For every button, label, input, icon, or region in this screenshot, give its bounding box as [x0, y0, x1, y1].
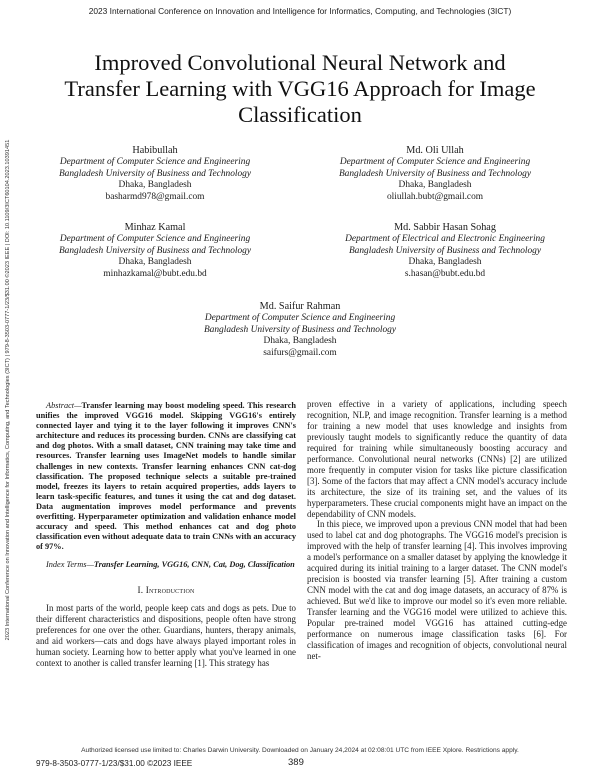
author-name: Minhaz Kamal: [124, 222, 186, 233]
license-footer: Authorized licensed use limited to: Charles Darwin University. Downloaded on January 24,2024 at 02:08:01 UTC from IEEE Xplore. Restrictions apply.: [81, 747, 519, 754]
right-paragraph-2: In this piece, we improved upon a previous CNN model that had been used to label cat and dog photographs. The VGG16 model's precision is improved with the help of transfer learning [4]. This involves improving a model's performance on a smaller dataset by applying the knowledge it acquired during its initial training to a larger dataset. The CNN model's precision is boosted via transfer learning [5]. After training a custom CNN model with the cat and dog image datasets, an accuracy of 87% is achieved. But we'd like to improve our model so it's even more reliable. Transfer learning and the VGG16 model were utilized to achieve this. Popular pre-trained model VGG16 has attained cutting-edge performance on numerous image classification tasks [6]. For classification of images and recognition of objects, convolutional neural net-: [307, 519, 567, 661]
author-email: saifurs@gmail.com: [263, 347, 337, 358]
author-department: Department of Computer Science and Engineering: [339, 157, 531, 167]
paper-title: Improved Convolutional Neural Network and Transfer Learning with VGG16 Approach for Image Classification: [64, 50, 536, 127]
isbn-footer: 979-8-3503-0777-1/23/$31.00 ©2023 IEEE: [36, 759, 193, 768]
author-block-5: [175, 300, 425, 359]
index-terms: [36, 560, 296, 570]
intro-paragraph: In most parts of the world, people keep cats and dogs as pets. Due to their different characteristics and dispositions, people often have strong preferences for one over the other. Guardians, hunters, therapy animals, and aid workers—cats and dogs have always played important roles in human society. Learning how to better apply what you've learned in one context to another is called transfer learning [1]. This strategy has: [36, 603, 296, 669]
abstract-text: Transfer learning may boost modeling speed. This research unifies the improved VGG16 model. Skipping VGG16's entirely connected layer and tying it to the layer following it improves CNN's architecture and reduces its processing burden. CNNs are classifying cat and dog photos. With a small dataset, CNN training may take time and resources. Transfer learning uses ImageNet models to handle similar challenges in new contexts. Transfer learning enhances CNN cat-dog classification. The proposed technique selects a suitable pre-trained model, freezes its layers to retain acquired properties, adds layers to learn task-specific features, and tunes it using the cat and dog dataset. Data augmentation improves model performance and prevents overfitting. Hyperparameter optimization and validation enhance model accuracy and speed. This method enhances cat and dog photo classification even without adequate data to train CNNs with an accuracy of 97%.: [36, 401, 296, 552]
section-heading-introduction: I. Introduction: [137, 584, 195, 595]
author-location: Dhaka, Bangladesh: [398, 180, 472, 190]
author-block-2: [310, 144, 560, 203]
author-department: Department of Electrical and Electronic Engineering: [345, 234, 545, 244]
author-email: s.hasan@bubt.edu.bd: [404, 268, 486, 279]
right-column: [307, 399, 567, 662]
author-department: Department of Computer Science and Engineering: [59, 157, 251, 167]
author-name: Habibullah: [132, 145, 178, 156]
author-university: Bangladesh University of Business and Technology: [338, 168, 532, 179]
author-name: Md. Oli Ullah: [406, 145, 464, 156]
author-name: Md. Saifur Rahman: [259, 301, 341, 312]
author-location: Dhaka, Bangladesh: [263, 336, 337, 346]
right-paragraph-1: proven effective in a variety of applications, including speech recognition, NLP, and image recognition. Transfer learning is a method for training a new model that uses knowledge and insights from previously taught models to significantly reduce the quantity of data required for training while simultaneously boosting accuracy and performance. Convolutional neural networks (CNNs) [2] are utilized more frequently in computer vision for tasks like picture classification [3]. Some of the factors that may affect a CNN model's accuracy include its architecture, the size of its training set, and the values of its hyperparameters. These crucial components might have an impact on the dependability of CNN models.: [307, 399, 567, 519]
author-email: basharmd978@gmail.com: [105, 191, 205, 202]
author-location: Dhaka, Bangladesh: [408, 257, 482, 267]
author-block-3: [30, 221, 280, 280]
abstract-label: Abstract—: [46, 401, 82, 410]
author-block-1: [30, 144, 280, 203]
index-terms-label: Index Terms—: [46, 560, 94, 570]
author-department: Department of Computer Science and Engineering: [204, 313, 396, 323]
author-location: Dhaka, Bangladesh: [118, 257, 192, 267]
index-terms-text: Transfer Learning, VGG16, CNN, Cat, Dog, Classification: [93, 560, 295, 570]
author-email: oliullah.bubt@gmail.com: [386, 191, 484, 202]
author-name: Md. Sabbir Hasan Sohag: [394, 222, 496, 233]
author-university: Bangladesh University of Business and Technology: [348, 245, 542, 256]
left-column: [36, 401, 296, 669]
author-email: minhazkamal@bubt.edu.bd: [103, 268, 207, 279]
page-number: 389: [288, 757, 304, 768]
author-university: Bangladesh University of Business and Technology: [58, 245, 252, 256]
side-note-text: 2023 International Conference on Innovation and Intelligence for Informatics, Computing, and Technologies (3ICT) | 979-8-3503-0777-1/23/$31.00 ©2023 IEEE | DOI: 10.1109/3ICT60104.2023.10391451: [5, 139, 11, 641]
author-university: Bangladesh University of Business and Technology: [203, 324, 397, 335]
author-university: Bangladesh University of Business and Technology: [58, 168, 252, 179]
side-note: [2, 40, 14, 740]
author-department: Department of Computer Science and Engineering: [59, 234, 251, 244]
abstract: [36, 401, 296, 552]
author-location: Dhaka, Bangladesh: [118, 180, 192, 190]
author-block-4: [310, 221, 580, 280]
conference-header: 2023 International Conference on Innovation and Intelligence for Informatics, Computing, and Technologies (3ICT): [88, 6, 512, 16]
